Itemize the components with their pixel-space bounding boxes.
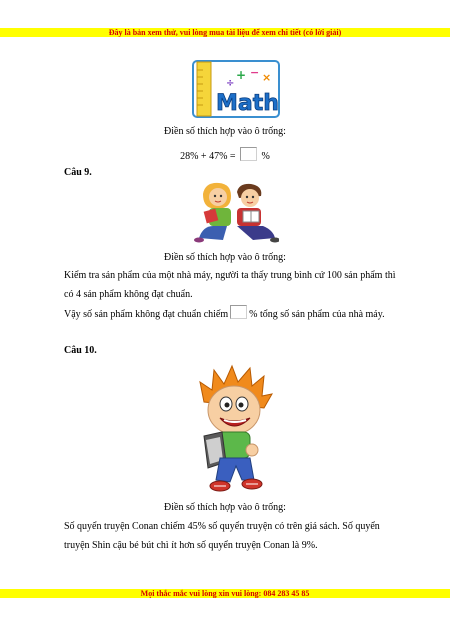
q9-answer-box[interactable]: [230, 305, 247, 319]
kids-reading-illustration: [193, 180, 279, 244]
boy-with-book-illustration: [192, 362, 278, 498]
svg-text:÷: ÷: [226, 78, 235, 89]
svg-text:+: +: [236, 68, 247, 82]
math-logo-icon: [192, 60, 280, 118]
q8-instruction: Điền số thích hợp vào ô trống:: [164, 126, 286, 137]
q8-expression-left: 28% + 47% =: [180, 151, 236, 162]
svg-text:−: −: [250, 66, 260, 79]
header-notice: [0, 28, 450, 37]
q9-line2-after: % tổng số sản phẩm của nhà máy.: [249, 309, 385, 320]
q10-paragraph-1: Số quyển truyện Conan chiếm 45% số quyển truyện có trên giá sách. Số quyển truyện Shin cậu bé bút chì ít hơn số quyển truyện Conan là 9%.: [64, 521, 380, 551]
math-logo-text: Math: [216, 91, 279, 116]
q8-expression: [0, 147, 450, 162]
q9-heading: Câu 9.: [64, 167, 92, 178]
footer-notice-text: Mọi thắc mắc vui lòng xin vui lòng: 084 283 45 85: [140, 589, 310, 598]
q8-expression-unit: %: [261, 151, 270, 162]
svg-text:×: ×: [262, 71, 272, 84]
q9-paragraph-2: [64, 305, 404, 324]
q9-instruction: Điền số thích hợp vào ô trống:: [164, 252, 286, 263]
q9-line2-before: Vậy số sản phẩm không đạt chuẩn chiếm: [64, 309, 229, 320]
q10-instruction: Điền số thích hợp vào ô trống:: [164, 502, 286, 513]
footer-notice: [0, 589, 450, 598]
header-notice-text: Đây là bản xem thử, vui lòng mua tài liệu để xem chi tiết (có lời giải): [108, 28, 342, 37]
q9-paragraph-1: Kiểm tra sản phẩm của một nhà máy, người ta thấy trung bình cứ 100 sản phẩm thì có 4 sản phẩm không đạt chuẩn.: [64, 270, 396, 300]
q8-answer-box[interactable]: [240, 147, 257, 161]
q10-heading: Câu 10.: [64, 345, 97, 356]
